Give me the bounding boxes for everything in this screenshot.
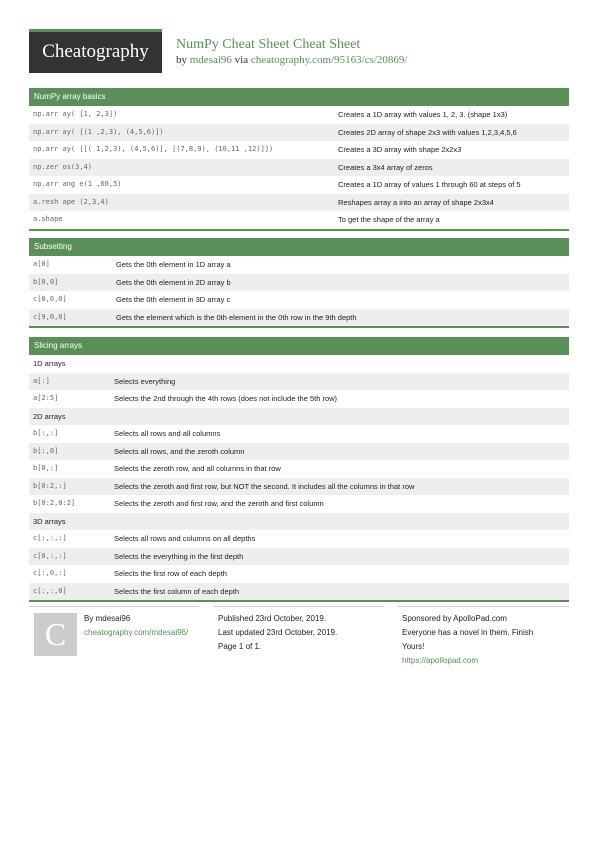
description-cell: Selects all rows and columns on all depths [114, 534, 256, 543]
site-logo[interactable]: Cheatography [29, 29, 162, 73]
description-cell: Selects the 2nd through the 4th rows (does not include the 5th row) [114, 394, 338, 403]
author-avatar: C [34, 613, 77, 656]
table-row [29, 530, 569, 548]
description-cell: Gets the 0th element in 1D array a [116, 260, 231, 269]
code-cell: c[:,:,:] [33, 534, 67, 542]
code-cell: a.resh ape (2,3,4) [33, 197, 109, 206]
table-row [29, 106, 569, 124]
footer-author-url[interactable]: cheatography.com/mdesai96/ [84, 628, 189, 637]
code-cell: b[:,:] [33, 429, 59, 437]
code-cell: b[0:2,0:2] [33, 499, 76, 507]
section-body [29, 256, 569, 326]
description-cell: Selects the zeroth row, and all columns in that row [114, 464, 281, 473]
page-title: NumPy Cheat Sheet Cheat Sheet [176, 37, 361, 52]
author-link[interactable]: mdesai96 [189, 54, 232, 66]
published-date: Published 23rd October, 2019. [218, 614, 327, 623]
table-row [29, 309, 569, 327]
footer-author-name[interactable]: mdesai96 [95, 614, 131, 623]
description-cell: Creates a 3D array with shape 2x2x3 [338, 145, 462, 154]
footer-divider [214, 606, 384, 607]
code-cell: a[0] [33, 260, 50, 268]
code-cell: b[:,0] [33, 446, 59, 455]
table-row [29, 373, 569, 391]
description-cell: Selects the first column of each depth [114, 586, 240, 596]
description-cell: Creates a 1D array with values 1, 2, 3. (shape 1x3) [338, 110, 508, 119]
description-cell: Selects the first row of each depth [114, 569, 227, 578]
footer-author [84, 612, 130, 626]
table-row [29, 478, 569, 496]
code-cell: np.arr ay( [[( 1,2,3), (4,5,6)], [(7,8,9), (10,11 ,12)]]) [33, 145, 274, 153]
updated-date: Last updated 23rd October, 2019. [218, 628, 338, 637]
table-row [29, 425, 569, 443]
subheading: 3D arrays [33, 516, 66, 526]
table-row [29, 390, 569, 408]
table-row [29, 141, 569, 159]
subheading-row [29, 355, 569, 373]
footer-divider [29, 606, 199, 607]
table-row [29, 495, 569, 513]
description-cell: Creates a 1D array of values 1 through 60 at steps of 5 [338, 180, 521, 189]
description-cell: Reshapes array a into an array of shape 2x3x4 [338, 197, 494, 207]
byline [176, 54, 408, 66]
description-cell: Selects the everything in the first depth [114, 551, 244, 561]
sponsor-url-link[interactable]: https://apollopad.com [402, 656, 479, 665]
table-row [29, 443, 569, 461]
section-header: Slicing arrays [29, 337, 569, 355]
section-slicing-arrays [29, 337, 569, 602]
description-cell: Selects the zeroth and first row, but NOT the second. It includes all the columns in that row [114, 481, 415, 491]
code-cell: a.shape [33, 215, 63, 223]
code-cell: b[0,0] [33, 277, 59, 286]
code-cell: a[2:5] [33, 394, 59, 402]
description-cell: Gets the 0th element in 2D array b [116, 277, 231, 287]
table-row [29, 211, 569, 229]
footer-divider [398, 606, 569, 607]
description-cell: Creates 2D array of shape 2x3 with values 1,2,3,4,5,6 [338, 127, 517, 137]
table-row [29, 194, 569, 212]
table-row [29, 274, 569, 292]
section-numpy-array-basics [29, 88, 569, 231]
section-bottom-rule [29, 229, 569, 231]
table-row [29, 291, 569, 309]
sponsor-line [402, 612, 507, 626]
description-cell: Selects all rows, and the zeroth column [114, 446, 245, 456]
subheading: 1D arrays [33, 359, 66, 368]
page-number: Page 1 of 1. [218, 642, 262, 651]
code-cell: c[9,0,0] [33, 312, 67, 321]
table-row [29, 124, 569, 142]
code-cell: c[0,0,0] [33, 295, 67, 303]
code-cell: c[:,0,:] [33, 569, 67, 577]
description-cell: Selects all rows and all columns [114, 429, 221, 438]
code-cell: np.arr ay( [1, 2,3]) [33, 110, 118, 118]
sponsor-tagline-2: Yours! [402, 642, 425, 651]
section-subsetting [29, 238, 569, 328]
sponsored-by-label: Sponsored by [402, 614, 452, 623]
description-cell: Selects the zeroth and first row, and the zeroth and first column [114, 499, 324, 508]
table-row [29, 256, 569, 274]
sponsor-name[interactable]: ApolloPad.com [453, 614, 507, 623]
section-bottom-rule [29, 600, 569, 602]
table-row [29, 548, 569, 566]
by-label: by [176, 54, 187, 66]
sheet-url-link[interactable]: cheatography.com/95163/cs/20869/ [250, 54, 408, 66]
table-row [29, 565, 569, 583]
subheading-row [29, 513, 569, 531]
description-cell: Selects everything [114, 376, 176, 386]
table-row [29, 159, 569, 177]
description-cell: Gets the element which is the 0th element in the 0th row in the 9th depth [116, 312, 357, 322]
description-cell: To get the shape of the array a [338, 215, 440, 224]
section-header: NumPy array basics [29, 88, 569, 106]
description-cell: Gets the 0th element in 3D array c [116, 295, 231, 304]
code-cell: a[:] [33, 376, 50, 385]
code-cell: b[0:2,:] [33, 481, 67, 490]
code-cell: c[:,:,0] [33, 586, 67, 595]
section-body [29, 106, 569, 229]
sponsor-tagline-1: Everyone has a novel in them. Finish [402, 628, 534, 637]
subheading-row [29, 408, 569, 426]
table-row [29, 583, 569, 601]
code-cell: np.zer os(3,4) [33, 162, 93, 171]
section-body [29, 355, 569, 600]
code-cell: np.arr ang e(1 ,60,5) [33, 180, 122, 188]
description-cell: Creates a 3x4 array of zeros [338, 162, 433, 172]
via-label: via [234, 54, 249, 66]
table-row [29, 460, 569, 478]
section-header: Subsetting [29, 238, 569, 256]
section-bottom-rule [29, 326, 569, 328]
code-cell: c[0,:,:] [33, 551, 67, 560]
table-row [29, 176, 569, 194]
footer-by-label: By [84, 614, 94, 623]
code-cell: b[0,:] [33, 464, 59, 472]
code-cell: np.arr ay( [(1 ,2,3), (4,5,6)]) [33, 127, 164, 136]
subheading: 2D arrays [33, 411, 66, 421]
